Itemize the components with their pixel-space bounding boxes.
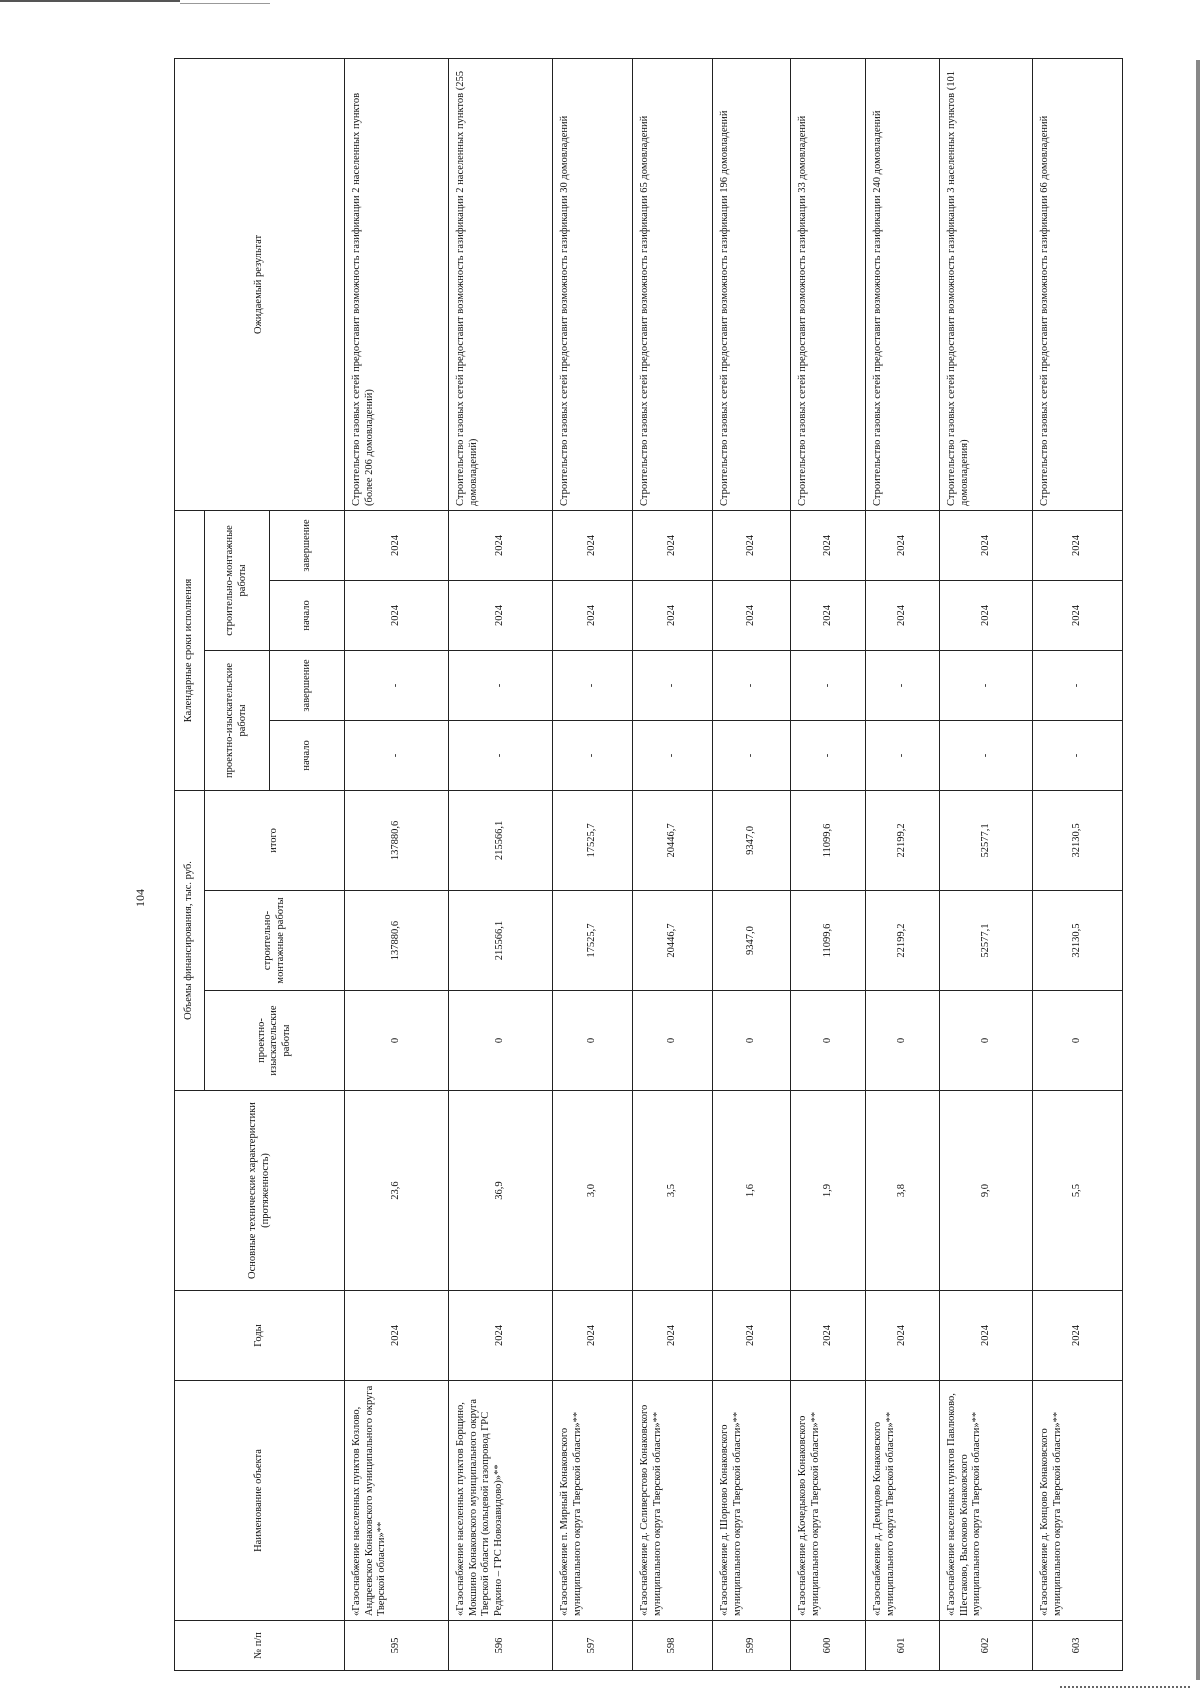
cell-year: 2024	[449, 1291, 553, 1381]
cell-result: Строительство газовых сетей предоставит возможность газификации 33 домовладений	[791, 58, 866, 510]
cell-num: 599	[713, 1621, 791, 1671]
table-row	[633, 58, 713, 1670]
cell-fin-total: 52577,1	[940, 790, 1033, 890]
cell-result: Строительство газовых сетей предоставит возможность газификации 196 домовладений	[713, 58, 791, 510]
header-fin-design: проектно-изыскательские работы	[205, 991, 345, 1091]
cell-fin-construction: 22199,2	[866, 891, 940, 991]
cell-tech: 23,6	[345, 1091, 449, 1291]
cell-fin-total: 32130,5	[1033, 790, 1123, 890]
cell-fin-design: 0	[940, 991, 1033, 1091]
cell-year: 2024	[345, 1291, 449, 1381]
cell-design-end: -	[633, 650, 713, 720]
cell-design-start: -	[1033, 720, 1123, 790]
cell-constr-end: 2024	[633, 510, 713, 580]
cell-name: «Газоснабжение населенных пунктов Борщино, Мокшино Конаковского муниципального округа Тверской области (кольцевой газопровод ГРС Редкино – ГРС Новозавидово)»**	[449, 1381, 553, 1621]
cell-result: Строительство газовых сетей предоставит возможность газификации 3 населенных пунктов (101 домовладения)	[940, 58, 1033, 510]
cell-design-start: -	[866, 720, 940, 790]
cell-tech: 1,9	[791, 1091, 866, 1291]
cell-fin-total: 215566,1	[449, 790, 553, 890]
scan-edge-mark	[1060, 1686, 1190, 1691]
cell-constr-end: 2024	[713, 510, 791, 580]
cell-num: 602	[940, 1621, 1033, 1671]
header-cal-design: проектно-изыскательские работы	[205, 650, 270, 790]
cell-fin-construction: 9347,0	[713, 891, 791, 991]
cell-fin-design: 0	[791, 991, 866, 1091]
cell-fin-design: 0	[345, 991, 449, 1091]
cell-name: «Газоснабжение п. Мирный Конаковского муниципального округа Тверской области»**	[553, 1381, 633, 1621]
cell-constr-start: 2024	[940, 580, 1033, 650]
cell-fin-total: 20446,7	[633, 790, 713, 890]
table-row	[345, 58, 449, 1670]
header-cal-construction: строительно-монтажные работы	[205, 510, 270, 650]
cell-num: 600	[791, 1621, 866, 1671]
header-design-start: начало	[270, 720, 345, 790]
cell-constr-end: 2024	[866, 510, 940, 580]
table-row	[791, 58, 866, 1670]
header-name: Наименование объекта	[175, 1381, 345, 1621]
cell-num: 596	[449, 1621, 553, 1671]
cell-num: 597	[553, 1621, 633, 1671]
cell-fin-construction: 11099,6	[791, 891, 866, 991]
cell-constr-end: 2024	[1033, 510, 1123, 580]
scan-edge-shadow	[1196, 60, 1200, 1680]
cell-design-end: -	[1033, 650, 1123, 720]
cell-tech: 1,6	[713, 1091, 791, 1291]
cell-constr-end: 2024	[553, 510, 633, 580]
cell-fin-construction: 52577,1	[940, 891, 1033, 991]
cell-tech: 36,9	[449, 1091, 553, 1291]
cell-design-end: -	[449, 650, 553, 720]
cell-result: Строительство газовых сетей предоставит возможность газификации 30 домовладений	[553, 58, 633, 510]
cell-design-start: -	[553, 720, 633, 790]
header-num: № п/п	[175, 1621, 345, 1671]
cell-fin-design: 0	[713, 991, 791, 1091]
cell-tech: 3,8	[866, 1091, 940, 1291]
cell-fin-construction: 215566,1	[449, 891, 553, 991]
cell-num: 595	[345, 1621, 449, 1671]
cell-constr-end: 2024	[345, 510, 449, 580]
cell-num: 598	[633, 1621, 713, 1671]
cell-fin-construction: 17525,7	[553, 891, 633, 991]
cell-design-end: -	[553, 650, 633, 720]
table-row	[866, 58, 940, 1670]
cell-constr-end: 2024	[449, 510, 553, 580]
cell-num: 601	[866, 1621, 940, 1671]
cell-tech: 3,5	[633, 1091, 713, 1291]
gasification-objects-table	[174, 58, 1123, 1671]
cell-fin-total: 137880,6	[345, 790, 449, 890]
cell-fin-design: 0	[553, 991, 633, 1091]
cell-design-start: -	[449, 720, 553, 790]
cell-tech: 9,0	[940, 1091, 1033, 1291]
header-tech: Основные технические характеристики (протяженность)	[175, 1091, 345, 1291]
cell-year: 2024	[866, 1291, 940, 1381]
cell-num: 603	[1033, 1621, 1123, 1671]
cell-design-end: -	[713, 650, 791, 720]
table-row	[1033, 58, 1123, 1670]
cell-constr-end: 2024	[791, 510, 866, 580]
cell-constr-start: 2024	[633, 580, 713, 650]
cell-tech: 3,0	[553, 1091, 633, 1291]
cell-result: Строительство газовых сетей предоставит возможность газификации 65 домовладений	[633, 58, 713, 510]
cell-year: 2024	[553, 1291, 633, 1381]
header-fin-total: итого	[205, 790, 345, 890]
cell-year: 2024	[1033, 1291, 1123, 1381]
cell-result: Строительство газовых сетей предоставит возможность газификации 2 населенных пунктов (более 206 домовладений)	[345, 58, 449, 510]
header-calendar: Календарные сроки исполнения	[175, 510, 205, 790]
cell-constr-start: 2024	[713, 580, 791, 650]
header-fin-construction: строительно-монтажные работы	[205, 891, 345, 991]
header-design-end: завершение	[270, 650, 345, 720]
cell-fin-design: 0	[633, 991, 713, 1091]
cell-fin-total: 17525,7	[553, 790, 633, 890]
cell-design-start: -	[345, 720, 449, 790]
cell-constr-start: 2024	[866, 580, 940, 650]
cell-design-end: -	[791, 650, 866, 720]
cell-design-end: -	[940, 650, 1033, 720]
cell-year: 2024	[940, 1291, 1033, 1381]
cell-name: «Газоснабжение д. Демидово Конаковского муниципального округа Тверской области»**	[866, 1381, 940, 1621]
cell-design-end: -	[866, 650, 940, 720]
scan-edge-mark	[180, 3, 270, 4]
cell-design-start: -	[791, 720, 866, 790]
cell-name: «Газоснабжение д. Шорново Конаковского муниципального округа Тверской области»**	[713, 1381, 791, 1621]
header-financing: Объемы финансирования, тыс. руб.	[175, 790, 205, 1090]
cell-name: «Газоснабжение д. Концово Конаковского муниципального округа Тверской области»**	[1033, 1381, 1123, 1621]
table-row	[553, 58, 633, 1670]
cell-fin-construction: 137880,6	[345, 891, 449, 991]
cell-result: Строительство газовых сетей предоставит возможность газификации 66 домовладений	[1033, 58, 1123, 510]
cell-design-start: -	[713, 720, 791, 790]
table-row	[713, 58, 791, 1670]
cell-name: «Газоснабжение населенных пунктов Козлово, Андреевское Конаковского муниципального округа Тверской области»**	[345, 1381, 449, 1621]
cell-year: 2024	[713, 1291, 791, 1381]
cell-fin-total: 11099,6	[791, 790, 866, 890]
cell-fin-total: 22199,2	[866, 790, 940, 890]
cell-constr-end: 2024	[940, 510, 1033, 580]
cell-design-start: -	[940, 720, 1033, 790]
cell-fin-total: 9347,0	[713, 790, 791, 890]
cell-name: «Газоснабжение населенных пунктов Павлюково, Шестаково, Высоково Конаковского муниципального округа Тверской области»**	[940, 1381, 1033, 1621]
table-row	[449, 58, 553, 1670]
cell-fin-construction: 20446,7	[633, 891, 713, 991]
table-row	[940, 58, 1033, 1670]
cell-tech: 5,5	[1033, 1091, 1123, 1291]
cell-year: 2024	[633, 1291, 713, 1381]
cell-design-start: -	[633, 720, 713, 790]
cell-constr-start: 2024	[449, 580, 553, 650]
rotated-table-container	[174, 59, 1122, 1671]
cell-result: Строительство газовых сетей предоставит возможность газификации 2 населенных пунктов (255 домовладений)	[449, 58, 553, 510]
cell-name: «Газоснабжение д.Кочедыково Конаковского муниципального округа Тверской области»**	[791, 1381, 866, 1621]
page-number: 104	[133, 889, 147, 907]
cell-result: Строительство газовых сетей предоставит возможность газификации 240 домовладений	[866, 58, 940, 510]
cell-fin-construction: 32130,5	[1033, 891, 1123, 991]
cell-constr-start: 2024	[1033, 580, 1123, 650]
header-result: Ожидаемый результат	[175, 58, 345, 510]
scan-edge-mark	[0, 0, 180, 2]
cell-constr-start: 2024	[345, 580, 449, 650]
cell-year: 2024	[791, 1291, 866, 1381]
cell-constr-start: 2024	[553, 580, 633, 650]
cell-design-end: -	[345, 650, 449, 720]
cell-fin-design: 0	[1033, 991, 1123, 1091]
header-constr-start: начало	[270, 580, 345, 650]
cell-fin-design: 0	[866, 991, 940, 1091]
header-years: Годы	[175, 1291, 345, 1381]
cell-constr-start: 2024	[791, 580, 866, 650]
cell-name: «Газоснабжение д. Селиверстово Конаковского муниципального округа Тверской области»**	[633, 1381, 713, 1621]
cell-fin-design: 0	[449, 991, 553, 1091]
header-constr-end: завершение	[270, 510, 345, 580]
